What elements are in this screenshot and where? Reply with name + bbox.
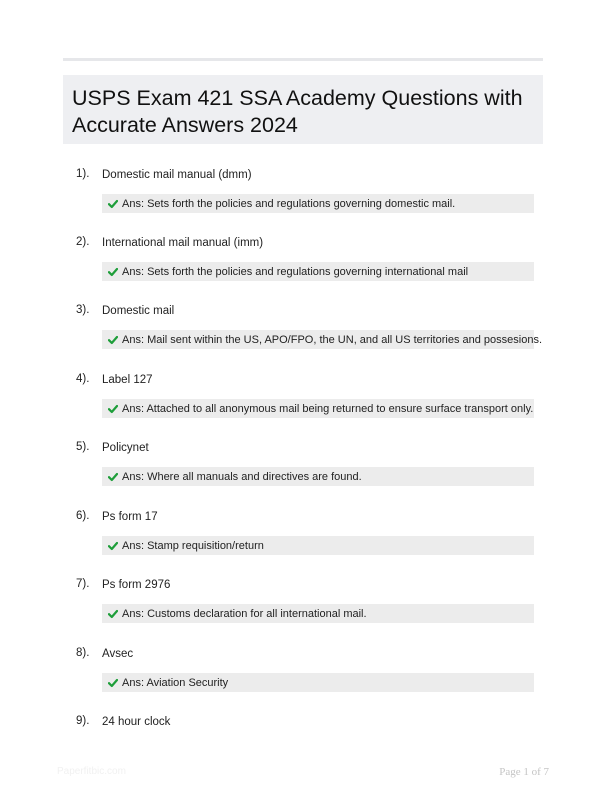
answer-box	[102, 536, 534, 555]
answer-text: Ans: Sets forth the policies and regulations governing international mail	[122, 265, 469, 278]
check-icon	[108, 335, 118, 345]
question-number: 4).	[76, 373, 90, 385]
check-icon	[108, 404, 118, 414]
question-number: 7).	[76, 578, 90, 590]
check-icon	[108, 199, 118, 209]
title-banner	[63, 75, 543, 144]
answer-text: Ans: Where all manuals and directives are found.	[122, 470, 362, 483]
check-icon	[108, 609, 118, 619]
answer-box	[102, 399, 534, 418]
qa-item	[0, 168, 606, 228]
question-text: Label 127	[102, 374, 153, 386]
answer-box	[102, 330, 543, 349]
check-icon	[108, 541, 118, 551]
question-text: Ps form 17	[102, 511, 158, 523]
footer-watermark: Paperfitbic.com	[57, 766, 126, 777]
answer-text: Ans: Stamp requisition/return	[122, 539, 264, 552]
page-indicator: Page 1 of 7	[499, 766, 549, 778]
question-number: 8).	[76, 647, 90, 659]
check-icon	[108, 267, 118, 277]
question-number: 3).	[76, 304, 90, 316]
question-number: 1).	[76, 168, 90, 180]
question-text: Avsec	[102, 648, 134, 660]
question-text: International mail manual (imm)	[102, 237, 264, 249]
qa-item	[0, 647, 606, 707]
qa-item	[0, 373, 606, 433]
answer-text: Ans: Mail sent within the US, APO/FPO, the UN, and all US territories and possesions.	[122, 333, 543, 346]
qa-item	[0, 510, 606, 570]
qa-item	[0, 236, 606, 296]
document-title: USPS Exam 421 SSA Academy Questions with Accurate Answers 2024	[72, 86, 523, 137]
answer-text: Ans: Aviation Security	[122, 676, 229, 689]
answer-text: Ans: Sets forth the policies and regulations governing domestic mail.	[122, 197, 456, 210]
question-number: 2).	[76, 236, 90, 248]
answer-text: Ans: Attached to all anonymous mail being returned to ensure surface transport only.	[122, 402, 534, 415]
answer-box	[102, 262, 534, 281]
answer-box	[102, 673, 534, 692]
question-text: Domestic mail manual (dmm)	[102, 169, 252, 181]
qa-item	[0, 578, 606, 638]
question-text: Domestic mail	[102, 305, 175, 317]
question-text: Policynet	[102, 442, 149, 454]
question-text: Ps form 2976	[102, 579, 171, 591]
question-number: 9).	[76, 715, 90, 727]
answer-box	[102, 604, 534, 623]
check-icon	[108, 678, 118, 688]
answer-box	[102, 194, 534, 213]
qa-item	[0, 304, 606, 364]
check-icon	[108, 472, 118, 482]
question-text: 24 hour clock	[102, 716, 171, 728]
answer-text: Ans: Customs declaration for all international mail.	[122, 607, 367, 620]
question-number: 6).	[76, 510, 90, 522]
qa-item	[0, 441, 606, 501]
question-number: 5).	[76, 441, 90, 453]
answer-box	[102, 467, 534, 486]
top-divider	[63, 58, 543, 61]
